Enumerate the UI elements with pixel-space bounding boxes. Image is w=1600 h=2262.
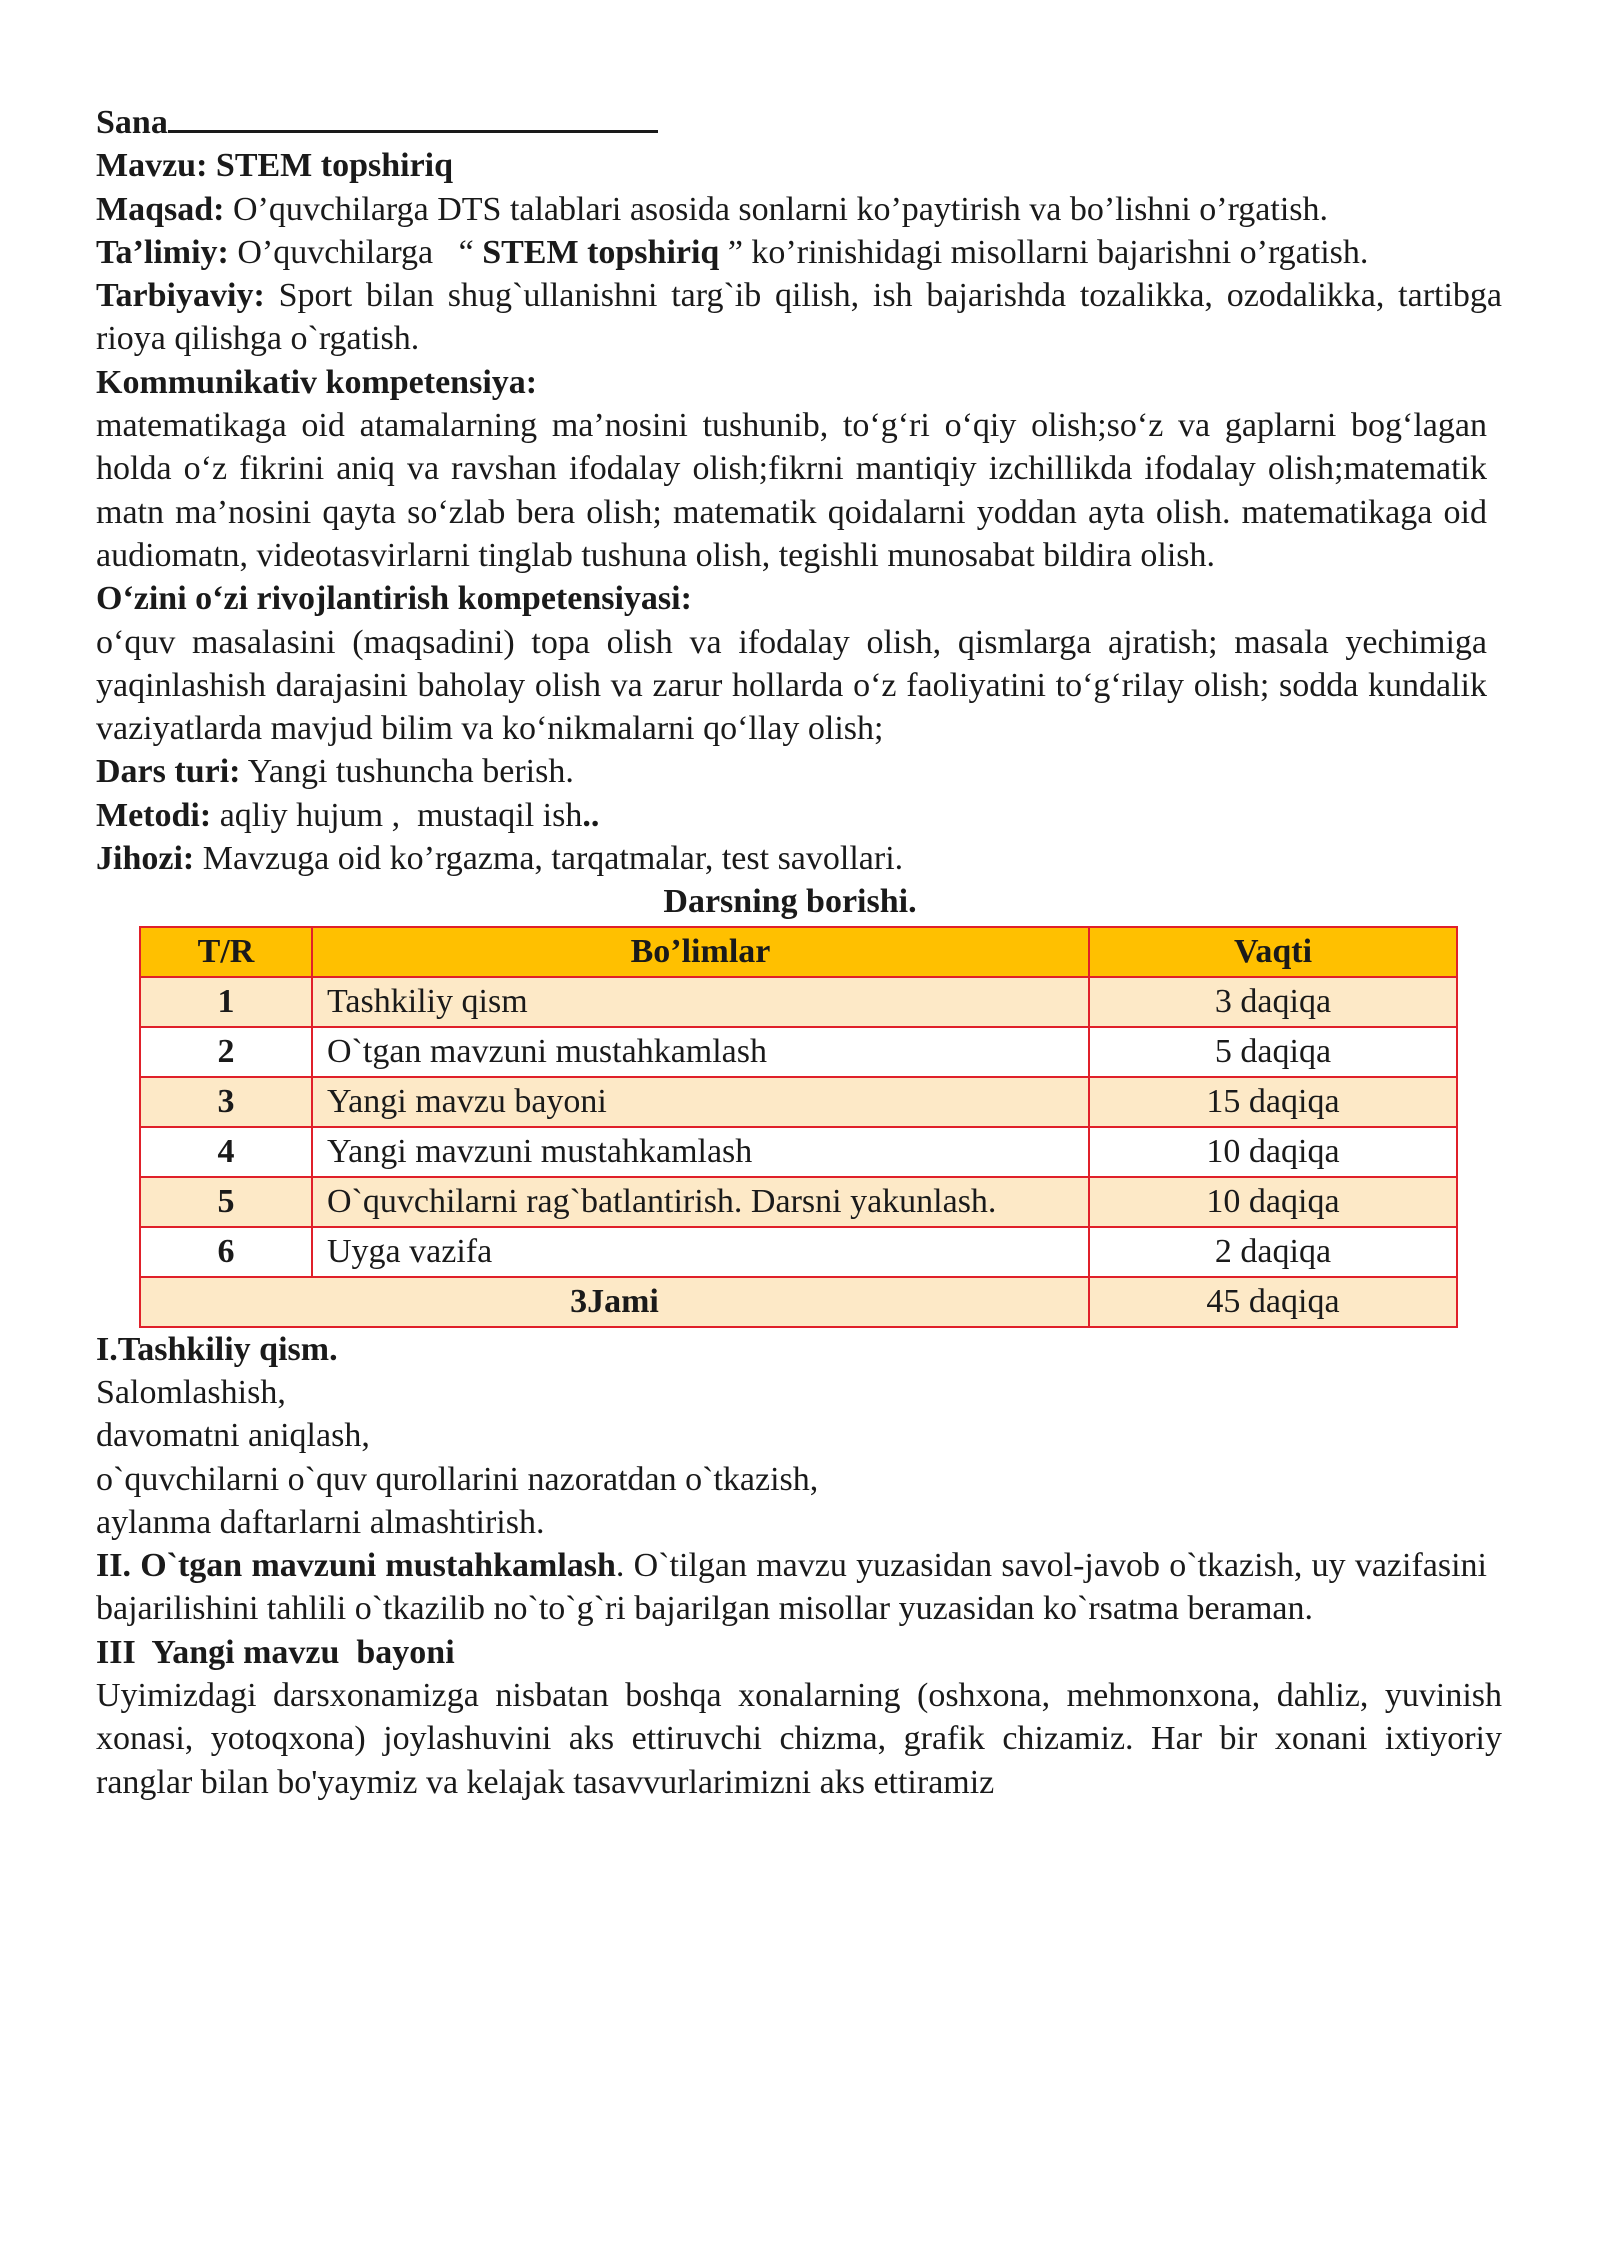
table-row — [140, 1127, 1457, 1177]
row-number: 2 — [140, 1027, 312, 1077]
table-header-row — [140, 927, 1457, 977]
method-line — [96, 794, 1502, 837]
row-section: Yangi mavzuni mustahkamlash — [312, 1127, 1089, 1177]
row-number: 4 — [140, 1127, 312, 1177]
row-time: 5 daqiqa — [1089, 1027, 1457, 1077]
row-number: 5 — [140, 1177, 312, 1227]
educational-text-post: ” ko’rinishidagi misollarni bajarishni o’rgatish. — [719, 233, 1369, 271]
communicative-label: Kommunikativ kompetensiya: — [96, 363, 538, 401]
organizational-heading — [96, 1328, 1502, 1371]
table-title: Darsning borishi. — [663, 883, 917, 921]
self-development-label: O‘zini o‘zi rivojlantirish kompetensiyasi: — [96, 580, 692, 618]
row-time: 2 daqiqa — [1089, 1227, 1457, 1277]
table-row — [140, 1027, 1457, 1077]
row-time: 10 daqiqa — [1089, 1127, 1457, 1177]
review-text: . O`tilgan mavzu yuzasidan savol-javob o`tkazish, uy vazifasini bajarilishini tahlili o`tkazilib no`to`g`ri bajarilgan misollar yuzasidan ko`rsatma beraman. — [96, 1547, 1487, 1628]
topic-label: Mavzu: — [96, 147, 208, 185]
header-sections: Bo’limlar — [312, 927, 1089, 977]
lesson-type-label: Dars turi: — [96, 753, 241, 791]
table-total-row — [140, 1277, 1457, 1327]
table-row — [140, 1227, 1457, 1277]
educational-paragraph — [96, 231, 1502, 274]
total-label: 3Jami — [140, 1277, 1089, 1327]
row-time: 10 daqiqa — [1089, 1177, 1457, 1227]
row-section: Uyga vazifa — [312, 1227, 1089, 1277]
method-text: aqliy hujum , mustaqil ish — [211, 796, 583, 834]
topic-text: STEM topshiriq — [215, 147, 454, 185]
goal-text: O’quvchilarga DTS talablari asosida sonlarni ko’paytirish va bo’lishni o’rgatish. — [232, 190, 1328, 228]
new-topic-heading — [96, 1631, 1502, 1674]
upbringing-label: Tarbiyaviy: — [96, 277, 265, 315]
educational-text-bold: STEM topshiriq — [482, 233, 720, 271]
method-end: .. — [582, 796, 600, 834]
self-development-text: o‘quv masalasini (maqsadini) topa olish va ifodalay olish, qismlarga ajratish; masala yechimiga yaqinlashish darajasini baholay olish va zarur hollarda o‘z faoliyatini to‘g‘rilay olish; sodda kundalik vaziyatlarda mavjud bilim va ko‘nikmalarni qo‘llay olish; — [96, 623, 1487, 748]
topic-line — [96, 144, 1502, 187]
lesson-type-text: Yangi tushuncha berish. — [247, 753, 574, 791]
educational-label: Ta’limiy: — [96, 233, 229, 271]
row-number: 6 — [140, 1227, 312, 1277]
organizational-item: davomatni aniqlash, — [96, 1417, 370, 1455]
date-line — [96, 96, 1502, 144]
review-heading: II. O`tgan mavzuni mustahkamlash — [96, 1547, 616, 1585]
row-section: O`tgan mavzuni mustahkamlash — [312, 1027, 1089, 1077]
upbringing-paragraph — [96, 274, 1502, 361]
equipment-line — [96, 837, 1502, 880]
organizational-label: I.Tashkiliy qism. — [96, 1330, 338, 1368]
equipment-label: Jihozi: — [96, 840, 195, 878]
row-section: O`quvchilarni rag`batlantirish. Darsni yakunlash. — [312, 1177, 1089, 1227]
method-label: Metodi: — [96, 796, 212, 834]
date-blank — [168, 96, 658, 133]
row-number: 3 — [140, 1077, 312, 1127]
row-time: 15 daqiqa — [1089, 1077, 1457, 1127]
lesson-type-line — [96, 750, 1502, 793]
date-label: Sana — [96, 104, 168, 141]
equipment-text: Mavzuga oid ko’rgazma, tarqatmalar, test savollari. — [202, 840, 904, 878]
table-row — [140, 1177, 1457, 1227]
lesson-plan-table — [139, 926, 1458, 1328]
educational-text-pre: O’quvchilarga “ — [237, 233, 483, 271]
header-time: Vaqti — [1089, 927, 1457, 977]
organizational-item: o`quvchilarni o`quv qurollarini nazoratdan o`tkazish, — [96, 1460, 819, 1498]
organizational-item: Salomlashish, — [96, 1373, 286, 1411]
row-section: Tashkiliy qism — [312, 977, 1089, 1027]
new-topic-text: Uyimizdagi darsxonamizga nisbatan boshqa xonalarning (oshxona, mehmonxona, dahliz, yuvinish xonasi, yotoqxona) joylashuvini aks ettiruvchi chizma, grafik chizamiz. Har bir xonani ixtiyoriy ranglar bilan bo'yaymiz va kelajak tasavvurlarimizni aks ettiramiz — [96, 1677, 1502, 1801]
new-topic-label: III Yangi mavzu bayoni — [96, 1633, 455, 1671]
organizational-item: aylanma daftarlarni almashtirish. — [96, 1503, 545, 1541]
row-time: 3 daqiqa — [1089, 977, 1457, 1027]
row-section: Yangi mavzu bayoni — [312, 1077, 1089, 1127]
row-number: 1 — [140, 977, 312, 1027]
table-row — [140, 1077, 1457, 1127]
goal-paragraph — [96, 188, 1502, 231]
communicative-text: matematikaga oid atamalarning ma’nosini tushunib, to‘g‘ri o‘qiy olish;so‘z va gaplarni bog‘lagan holda o‘z fikrini aniq va ravshan ifodalay olish;fikrni mantiqiy izchillikda ifodalay olish;matematik matn ma’nosini qayta so‘zlab bera olish; matematik qoidalarni yoddan ayta olish. matematikaga oid audiomatn, videotasvirlarni tinglab tushuna olish, tegishli munosabat bildira olish. — [96, 407, 1487, 574]
upbringing-text: Sport bilan shug`ullanishni targ`ib qilish, ish bajarishda tozalikka, ozodalikka, tartibga rioya qilishga o`rgatish. — [96, 277, 1503, 358]
review-paragraph — [96, 1544, 1502, 1631]
goal-label: Maqsad: — [96, 190, 225, 228]
header-number: T/R — [140, 927, 312, 977]
self-development-heading — [96, 577, 1502, 620]
total-time: 45 daqiqa — [1089, 1277, 1457, 1327]
table-row — [140, 977, 1457, 1027]
communicative-heading — [96, 361, 1502, 404]
